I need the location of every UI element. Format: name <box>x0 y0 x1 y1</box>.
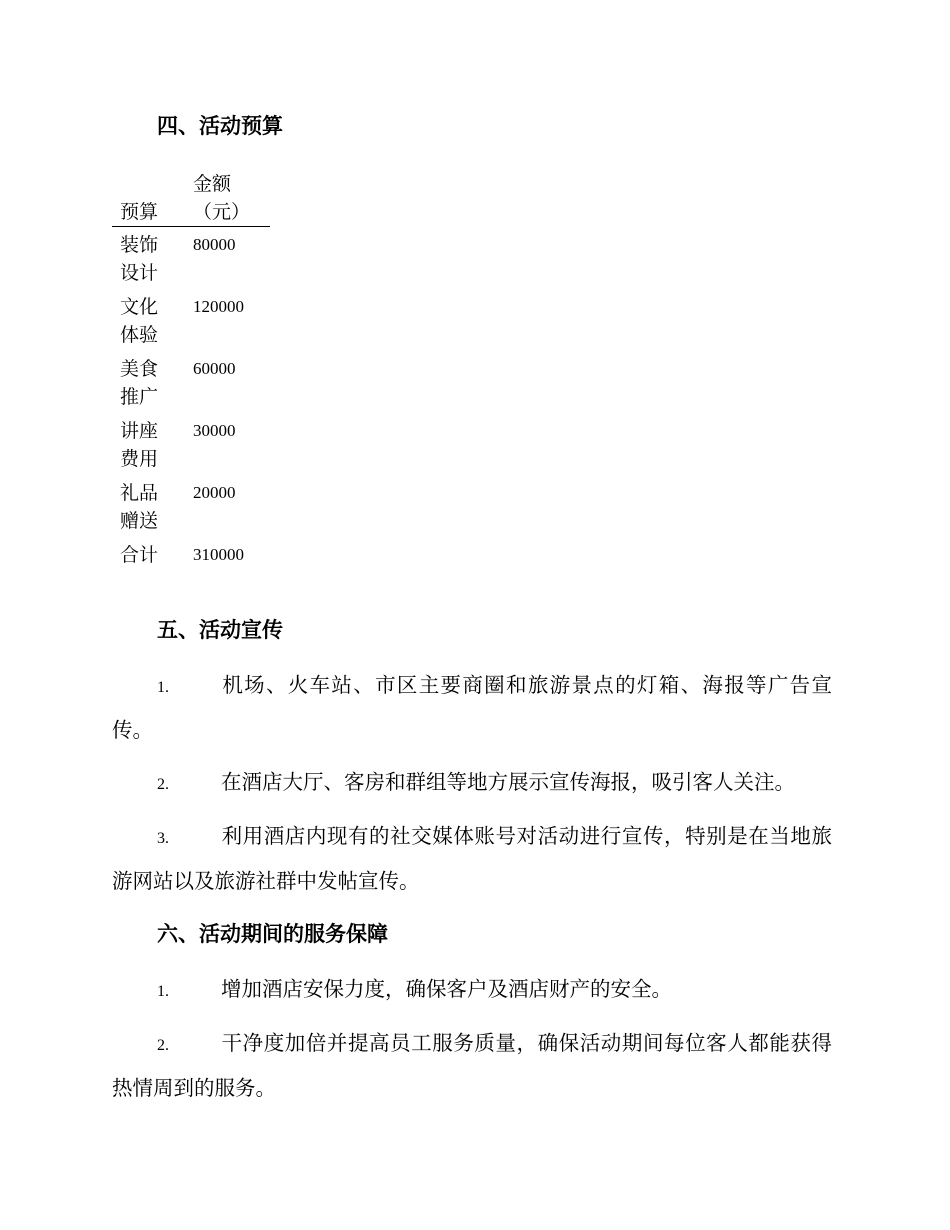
list-text: 干净度加倍并提高员工服务质量，确保活动期间每位客人都能获得热情周到的服务。 <box>112 1031 832 1100</box>
list-number: 3. <box>157 830 169 847</box>
budget-amount: 120000 <box>193 297 244 316</box>
budget-heading: 四、活动预算 <box>157 113 283 138</box>
budget-item: 美食推广 <box>120 358 159 408</box>
budget-item: 讲座费用 <box>120 420 159 470</box>
budget-table <box>112 170 270 571</box>
list-number: 1. <box>157 679 169 696</box>
table-row <box>112 413 270 475</box>
list-text: 利用酒店内现有的社交媒体账号对活动进行宣传，特别是在当地旅游网站以及旅游社群中发帖宣传。 <box>112 824 832 893</box>
budget-item: 文化体验 <box>120 296 159 346</box>
list-item <box>112 815 832 902</box>
budget-amount: 30000 <box>193 421 236 440</box>
list-number: 2. <box>157 776 169 793</box>
budget-item: 礼品赠送 <box>120 482 159 532</box>
budget-amount: 310000 <box>193 545 244 564</box>
list-text: 增加酒店安保力度，确保客户及酒店财产的安全。 <box>221 977 672 1001</box>
table-row-total <box>112 537 270 571</box>
list-number: 2. <box>157 1037 169 1054</box>
budget-amount: 80000 <box>193 235 236 254</box>
table-header-row <box>112 170 270 227</box>
budget-item: 装饰设计 <box>120 234 159 284</box>
list-number: 1. <box>157 983 169 1000</box>
header-amount: 金额（元） <box>185 170 270 227</box>
list-item <box>112 968 832 1013</box>
budget-amount: 20000 <box>193 483 236 502</box>
list-item <box>112 664 832 751</box>
service-heading: 六、活动期间的服务保障 <box>157 921 388 946</box>
list-item <box>112 761 832 806</box>
budget-item: 合计 <box>120 544 159 566</box>
table-row <box>112 351 270 413</box>
budget-amount: 60000 <box>193 359 236 378</box>
header-budget: 预算 <box>112 170 185 227</box>
table-row <box>112 227 270 290</box>
list-item <box>112 1022 832 1109</box>
list-text: 在酒店大厅、客房和群组等地方展示宣传海报，吸引客人关注。 <box>221 770 795 794</box>
list-text: 机场、火车站、市区主要商圈和旅游景点的灯箱、海报等广告宣传。 <box>112 673 832 742</box>
table-row <box>112 289 270 351</box>
table-row <box>112 475 270 537</box>
promotion-heading: 五、活动宣传 <box>157 617 283 642</box>
